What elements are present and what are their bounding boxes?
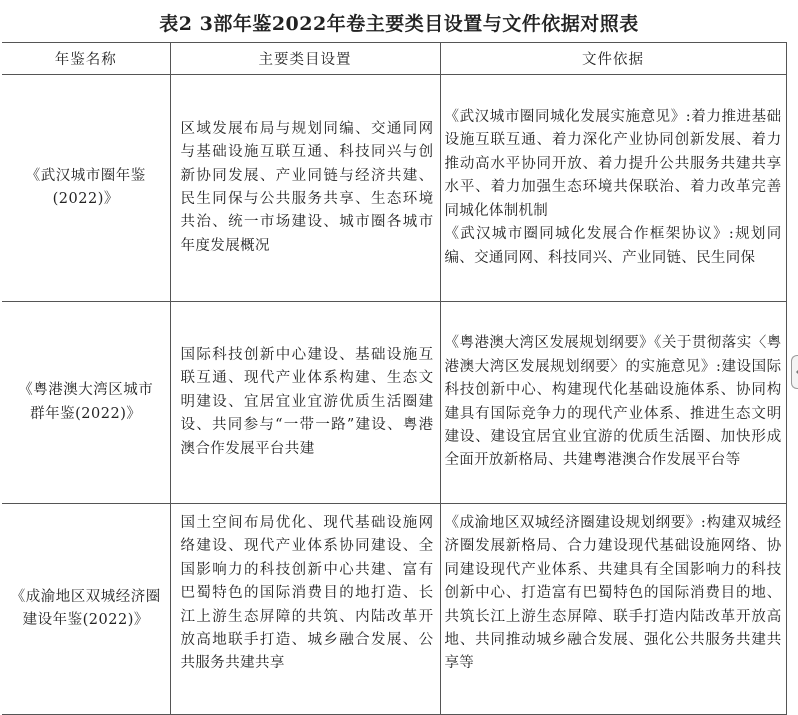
table-header-row <box>2 43 786 75</box>
document-basis-paragraph: 《武汉城市圈同城化发展合作框架协议》:规划同编、交通同网、科技同兴、产业同链、民生同保 <box>444 226 782 266</box>
document-basis-paragraph: 《成渝地区双城经济圈建设规划纲要》:构建双城经济圈发展新格局、合力建设现代基础设施网络、协同建设现代产业体系、共建具有全国影响力的科技创新中心、打造富有巴蜀特色的国际消费目的地、共筑长江上游生态屏障、联手打造内陆改革开放高地、共同推动城乡融合发展、强化公共服务共建共享等 <box>444 515 782 672</box>
table-row <box>2 504 786 715</box>
categories-cell: 区域发展布局与规划同编、交通同网与基础设施互联互通、科技同兴与创新协同发展、产业同链与经济共建、民生同保与公共服务共享、生态环境共治、统一市场建设、城市圈各城市年度发展概况 <box>170 75 440 302</box>
categories-cell: 国际科技创新中心建设、基础设施互联互通、现代产业体系构建、生态文明建设、宜居宜业宜游优质生活圈建设、共同参与“一带一路”建设、粤港澳合作发展平台共建 <box>170 302 440 504</box>
comparison-table-frame <box>2 42 786 707</box>
table-row <box>2 302 786 504</box>
document-basis-cell <box>440 302 786 504</box>
table-row <box>2 75 786 302</box>
yearbook-name-line: 建设年鉴(2022)》 <box>22 612 149 628</box>
header-yearbook-name: 年鉴名称 <box>2 43 170 75</box>
yearbook-name-line: (2022)》 <box>52 191 119 207</box>
yearbook-name-cell <box>2 504 170 715</box>
document-basis-paragraph: 《武汉城市圈同城化发展实施意见》:着力推进基础设施互联互通、着力深化产业协同创新发展、着力推动高水平协同开放、着力提升公共服务共建共享水平、着力加强生态环境共保联治、着力改革完善同城化体制机制 <box>444 109 782 219</box>
yearbook-name-cell <box>2 302 170 504</box>
yearbook-name-line: 《武汉城市圈年鉴 <box>25 167 146 184</box>
header-document-basis: 文件依据 <box>440 43 786 75</box>
header-main-categories: 主要类目设置 <box>170 43 440 75</box>
document-basis-paragraph: 《粤港澳大湾区发展规划纲要》《关于贯彻落实〈粤港澳大湾区发展规划纲要〉的实施意见》:建设国际科技创新中心、构建现代化基础设施体系、协同构建具有国际竞争力的现代产业体系、推进生态文明建设、建设宜居宜业宜游的优质生活圈、加快形成全面开放新格局、共建粤港澳合作发展平台等 <box>444 335 782 469</box>
document-basis-cell <box>440 75 786 302</box>
table-title: 表2 3部年鉴2022年卷主要类目设置与文件依据对照表 <box>159 13 639 35</box>
yearbook-name-line: 《粤港澳大湾区城市 <box>18 382 154 399</box>
categories-cell: 国土空间布局优化、现代基础设施网络建设、现代产业体系协同建设、全国影响力的科技创新中心共建、富有巴蜀特色的国际消费目的地打造、长江上游生态屏障的共筑、内陆改革开放高地联手打造、城乡融合发展、公共服务共建共享 <box>170 504 440 715</box>
yearbook-name-line: 群年鉴(2022)》 <box>30 405 142 422</box>
comparison-table <box>2 42 787 715</box>
yearbook-name-line: 《成渝地区双城经济圈 <box>10 588 161 605</box>
yearbook-name-cell <box>2 75 170 302</box>
side-panel-toggle[interactable] <box>791 355 798 389</box>
document-basis-cell <box>440 504 786 715</box>
